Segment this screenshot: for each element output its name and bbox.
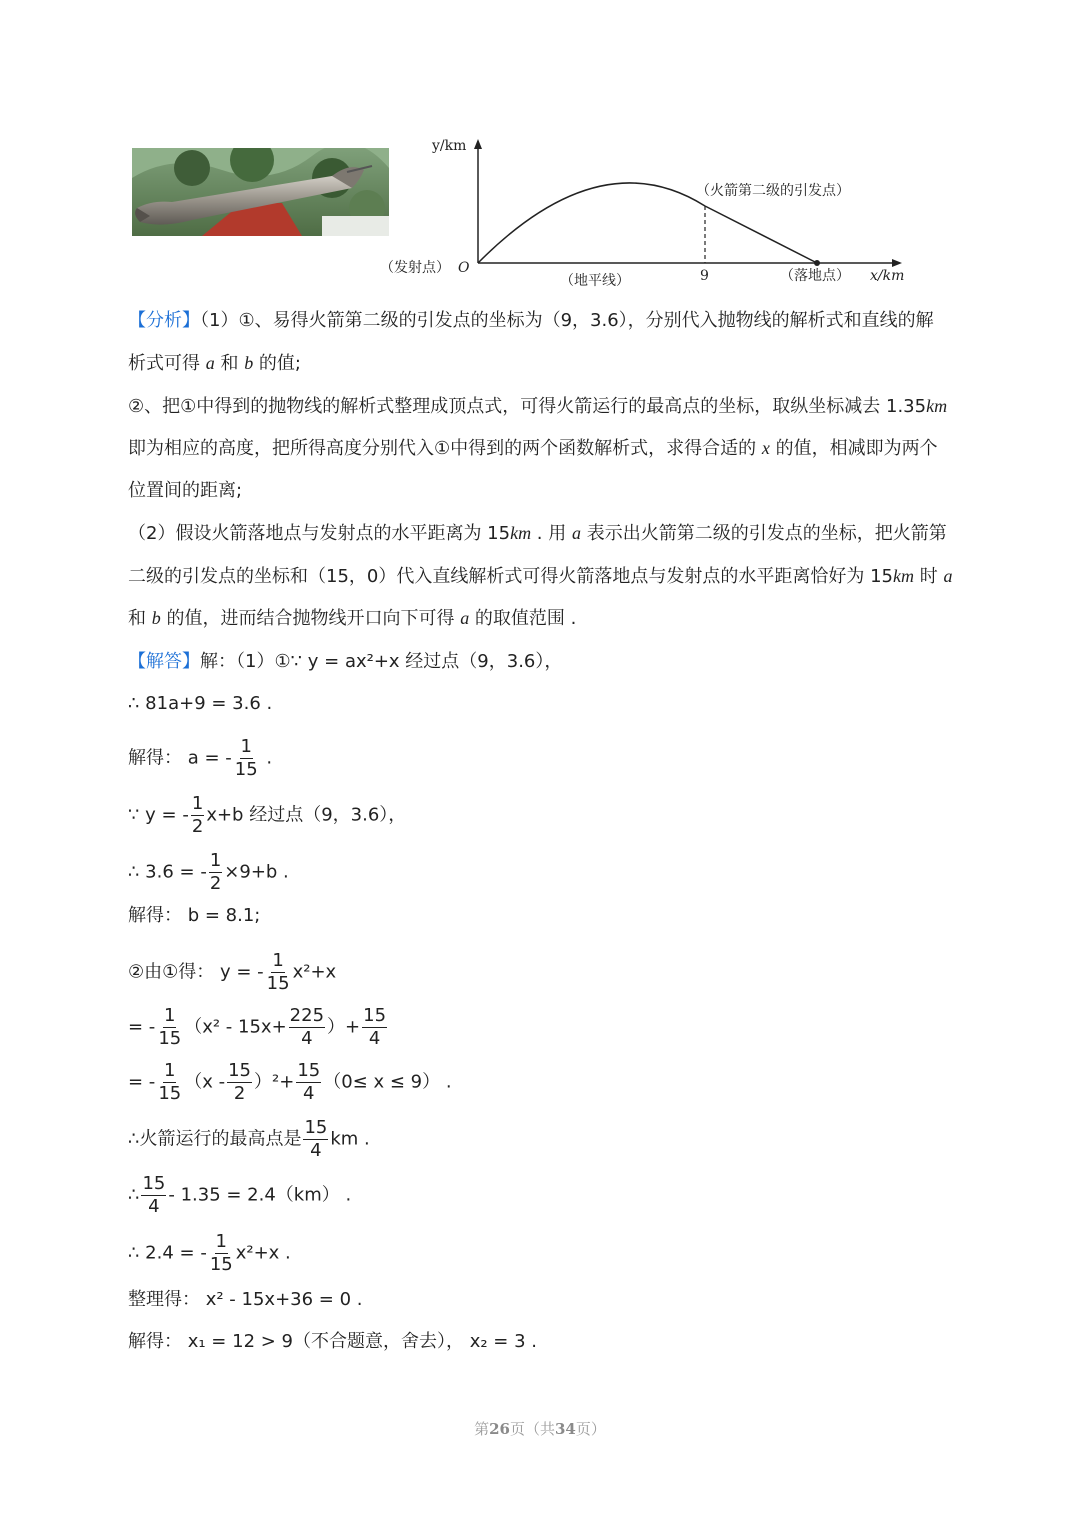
analysis-para2-line2 xyxy=(128,434,988,463)
analysis-para3-line2 xyxy=(128,562,988,591)
fraction xyxy=(157,1005,182,1050)
solution-line-3 xyxy=(128,736,988,781)
solution-text: ×9+b . xyxy=(224,861,289,883)
fraction xyxy=(362,1005,387,1050)
numerator: 15 xyxy=(228,1060,251,1081)
x-axis-arrow xyxy=(892,259,902,267)
footer-text: 页） xyxy=(575,1420,606,1438)
straight-line-segment xyxy=(705,206,817,263)
denominator: 2 xyxy=(191,816,204,837)
analysis-para1-line1 xyxy=(128,307,988,335)
launch-point-label: （发射点） xyxy=(380,260,450,276)
solution-text: （x² - 15x+ xyxy=(184,1016,287,1038)
page-number: 26 xyxy=(489,1420,510,1438)
solution-text: x+b 经过点（9，3.6）， xyxy=(206,804,407,826)
solution-text: x²+x xyxy=(292,961,337,983)
origin-label: O xyxy=(458,260,470,276)
fraction xyxy=(296,1060,321,1105)
solution-text: ）+ xyxy=(327,1016,361,1038)
solution-line-12 xyxy=(128,1231,988,1276)
solution-line-8 xyxy=(128,1005,988,1050)
analysis-text: . 用 xyxy=(531,523,572,544)
parabola-curve xyxy=(478,183,705,263)
analysis-text: 的值，相减即为两个 xyxy=(769,438,938,459)
numerator: 1 xyxy=(164,1060,176,1081)
solution-text: ∴火箭运行的最高点是 xyxy=(128,1128,302,1150)
solution-text: ）²+ xyxy=(254,1071,295,1093)
fraction xyxy=(227,1060,252,1105)
denominator: 4 xyxy=(368,1028,381,1049)
fraction xyxy=(141,1173,166,1218)
denominator: 15 xyxy=(234,759,258,780)
numerator: 15 xyxy=(142,1173,166,1194)
page-total: 34 xyxy=(555,1420,576,1438)
solution-text: . xyxy=(260,747,273,769)
denominator: 4 xyxy=(301,1028,313,1049)
denominator: 2 xyxy=(233,1083,246,1104)
var-b: b xyxy=(244,353,254,373)
solution-line-4 xyxy=(128,793,988,838)
solution-text: ∵ y = - xyxy=(128,804,189,826)
dragon-rocket-photo xyxy=(132,148,389,236)
var-a: a xyxy=(571,523,581,543)
analysis-text: 时 xyxy=(913,566,944,587)
analysis-text: 表示出火箭第二级的引发点的坐标，把火箭第 xyxy=(580,523,947,544)
solution-text: （x - xyxy=(184,1071,226,1093)
numerator: 15 xyxy=(304,1117,328,1138)
fraction xyxy=(289,1005,325,1050)
denominator: 2 xyxy=(209,873,222,894)
footer-text: 页（共 xyxy=(509,1420,555,1438)
analysis-para2-line3: 位置间的距离; xyxy=(128,480,243,501)
denominator: 4 xyxy=(310,1140,322,1161)
fraction xyxy=(191,793,204,838)
horizon-label: （地平线） xyxy=(560,273,630,289)
landing-point-label: （落地点） xyxy=(780,268,850,284)
solution-tag: 【解答】 xyxy=(128,651,200,672)
numerator: 1 xyxy=(240,736,252,757)
denominator: 15 xyxy=(209,1254,233,1275)
solution-line-14: 解得： x₁ = 12 > 9（不合题意，舍去）， x₂ = 3 . xyxy=(128,1331,538,1352)
analysis-para3-line3 xyxy=(128,604,988,633)
solution-text: ∴ xyxy=(128,1184,140,1206)
analysis-text: ②、把①中得到的抛物线的解析式整理成顶点式，可得火箭运行的最高点的坐标，取纵坐标减去 1.35 xyxy=(128,396,927,417)
second-stage-label: （火箭第二级的引发点） xyxy=(696,183,850,199)
denominator: 15 xyxy=(266,973,290,994)
numerator: 1 xyxy=(191,793,204,814)
solution-text: ∴ 3.6 = - xyxy=(128,861,207,883)
fraction xyxy=(209,1231,234,1276)
unit-km: km xyxy=(892,566,914,586)
numerator: 1 xyxy=(209,850,222,871)
solution-line-10 xyxy=(128,1117,988,1162)
fraction xyxy=(234,736,259,781)
analysis-text: 的取值范围 . xyxy=(469,608,577,629)
var-x: x xyxy=(761,438,770,458)
y-axis-label: y/km xyxy=(432,138,467,154)
x-tick-9: 9 xyxy=(700,268,709,284)
analysis-text: 和 xyxy=(128,608,152,629)
solution-line-7 xyxy=(128,950,988,995)
solution-line-1 xyxy=(128,648,988,676)
denominator: 15 xyxy=(158,1028,182,1049)
numerator: 1 xyxy=(215,1231,227,1252)
solution-text: ∴ 2.4 = - xyxy=(128,1242,207,1264)
solution-text: km . xyxy=(330,1128,370,1150)
numerator: 1 xyxy=(272,950,284,971)
analysis-text: 析式可得 xyxy=(128,353,206,374)
numerator: 225 xyxy=(289,1005,325,1026)
fraction xyxy=(209,850,222,895)
var-a: a xyxy=(205,353,215,373)
unit-km: km xyxy=(510,523,532,543)
analysis-text: 的值，进而结合抛物线开口向下可得 xyxy=(160,608,461,629)
numerator: 1 xyxy=(164,1005,176,1026)
solution-line-9 xyxy=(128,1060,988,1105)
var-a: a xyxy=(460,608,470,628)
solution-text: 解得： a = - xyxy=(128,747,232,769)
analysis-text: 的值; xyxy=(253,353,301,374)
page-footer xyxy=(0,1418,1080,1439)
analysis-para3-line1 xyxy=(128,519,988,548)
y-axis-arrow xyxy=(474,139,482,149)
solution-line-13: 整理得： x² - 15x+36 = 0 . xyxy=(128,1289,363,1310)
var-b: b xyxy=(151,608,161,628)
x-axis-label: x/km xyxy=(870,268,905,284)
fraction xyxy=(266,950,291,995)
landing-point-dot xyxy=(814,260,820,266)
solution-text: x²+x . xyxy=(235,1242,291,1264)
solution-text: = - xyxy=(128,1016,156,1038)
analysis-tag: 【分析】 xyxy=(128,310,200,331)
footer-text: 第 xyxy=(474,1420,490,1438)
solution-line-11 xyxy=(128,1173,988,1218)
solution-line-5 xyxy=(128,850,988,895)
numerator: 15 xyxy=(363,1005,387,1026)
var-a: a xyxy=(943,566,953,586)
denominator: 15 xyxy=(158,1083,182,1104)
analysis-text: （2）假设火箭落地点与发射点的水平距离为 15 xyxy=(128,523,511,544)
solution-text: （0≤ x ≤ 9） . xyxy=(323,1071,452,1093)
analysis-para1-line2 xyxy=(128,349,988,378)
analysis-para2-line1 xyxy=(128,392,988,421)
solution-text: = - xyxy=(128,1071,156,1093)
analysis-text: 即为相应的高度，把所得高度分别代入①中得到的两个函数解析式，求得合适的 xyxy=(128,438,762,459)
unit-km: km xyxy=(926,396,948,416)
solution-line-2: ∴ 81a+9 = 3.6 . xyxy=(128,693,273,714)
numerator: 15 xyxy=(297,1060,321,1081)
trajectory-graph xyxy=(380,130,920,295)
denominator: 4 xyxy=(303,1083,315,1104)
solution-text: - 1.35 = 2.4（km） . xyxy=(168,1184,352,1206)
solution-text: 解：（1）①∵ y = ax²+x 经过点（9，3.6）， xyxy=(200,651,563,672)
solution-line-6: 解得： b = 8.1; xyxy=(128,905,261,926)
denominator: 4 xyxy=(148,1196,160,1217)
fraction xyxy=(157,1060,182,1105)
fraction xyxy=(303,1117,328,1162)
analysis-text: （1）①、易得火箭第二级的引发点的坐标为（9，3.6），分别代入抛物线的解析式和直线的解 xyxy=(200,310,934,331)
analysis-text: 二级的引发点的坐标和（15，0）代入直线解析式可得火箭落地点与发射点的水平距离恰好为 15 xyxy=(128,566,893,587)
solution-text: ②由①得： y = - xyxy=(128,961,264,983)
analysis-text: 和 xyxy=(214,353,245,374)
